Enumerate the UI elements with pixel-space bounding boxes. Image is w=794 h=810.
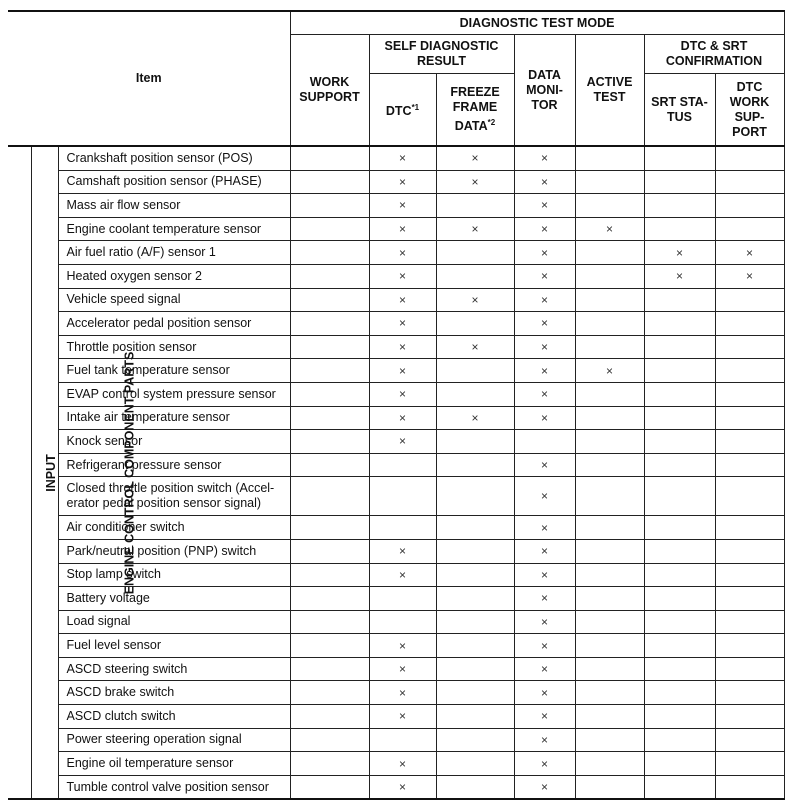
diagnostic-test-mode-table xyxy=(8,10,785,800)
data-monitor-cell: × xyxy=(514,705,575,729)
srt-status-cell xyxy=(644,752,715,776)
dtc-cell: × xyxy=(369,752,436,776)
dtc-cell: × xyxy=(369,170,436,194)
work-support-cell xyxy=(290,587,369,611)
dtc-cell: × xyxy=(369,288,436,312)
work-support-cell xyxy=(290,335,369,359)
active-test-cell xyxy=(575,335,644,359)
item-cell: Knock sensor xyxy=(58,430,290,454)
active-test-cell: × xyxy=(575,217,644,241)
srt-status-cell xyxy=(644,728,715,752)
data-monitor-cell: × xyxy=(514,382,575,406)
freeze-frame-cell xyxy=(436,516,514,540)
work-support-cell xyxy=(290,752,369,776)
data-monitor-cell: × xyxy=(514,194,575,218)
item-cell: Power steering operation signal xyxy=(58,728,290,752)
table-row xyxy=(8,728,784,752)
freeze-frame-cell: × xyxy=(436,288,514,312)
active-test-cell xyxy=(575,264,644,288)
table-body xyxy=(8,146,784,799)
freeze-frame-cell: × xyxy=(436,217,514,241)
dtc-cell: × xyxy=(369,264,436,288)
dtc-work-support-cell xyxy=(715,705,784,729)
dtc-work-support-cell xyxy=(715,288,784,312)
freeze-label-line1: FREEZE xyxy=(450,85,500,99)
data-monitor-cell: × xyxy=(514,752,575,776)
data-monitor-label-line3: TOR xyxy=(531,97,558,112)
data-monitor-cell: × xyxy=(514,477,575,516)
work-support-cell xyxy=(290,359,369,383)
item-cell: Park/neutral position (PNP) switch xyxy=(58,539,290,563)
srt-status-cell xyxy=(644,430,715,454)
active-test-label-line1: ACTIVE xyxy=(586,75,633,89)
freeze-frame-cell: × xyxy=(436,406,514,430)
table-row xyxy=(8,264,784,288)
freeze-frame-cell xyxy=(436,430,514,454)
data-monitor-header xyxy=(514,35,575,147)
table-row xyxy=(8,657,784,681)
dtc-work-support-label-line3: SUP- xyxy=(734,109,765,124)
freeze-frame-cell xyxy=(436,705,514,729)
srt-status-cell xyxy=(644,359,715,383)
dtc-cell: × xyxy=(369,312,436,336)
dtc-cell xyxy=(369,516,436,540)
table-row xyxy=(8,312,784,336)
data-monitor-cell xyxy=(514,430,575,454)
work-support-cell xyxy=(290,382,369,406)
active-test-cell xyxy=(575,312,644,336)
dtc-work-support-cell xyxy=(715,453,784,477)
freeze-frame-cell xyxy=(436,752,514,776)
table-row xyxy=(8,217,784,241)
data-monitor-cell: × xyxy=(514,241,575,265)
work-support-cell xyxy=(290,657,369,681)
dtc-cell xyxy=(369,453,436,477)
srt-status-cell xyxy=(644,453,715,477)
dtc-cell: × xyxy=(369,406,436,430)
dtc-work-support-cell xyxy=(715,312,784,336)
work-support-label-line2: SUPPORT xyxy=(299,90,360,104)
data-monitor-cell: × xyxy=(514,610,575,634)
active-test-cell xyxy=(575,634,644,658)
dtc-cell xyxy=(369,728,436,752)
work-support-cell xyxy=(290,194,369,218)
dtc-work-support-cell xyxy=(715,359,784,383)
srt-status-cell xyxy=(644,775,715,799)
work-support-cell xyxy=(290,430,369,454)
diagnostic-test-mode-header xyxy=(290,11,784,35)
dtc-cell: × xyxy=(369,194,436,218)
dtc-work-support-cell xyxy=(715,587,784,611)
dtc-work-support-cell xyxy=(715,516,784,540)
data-monitor-cell: × xyxy=(514,359,575,383)
item-cell: EVAP control system pressure sensor xyxy=(58,382,290,406)
work-support-cell xyxy=(290,288,369,312)
freeze-frame-cell xyxy=(436,477,514,516)
dtc-work-support-cell xyxy=(715,194,784,218)
freeze-frame-cell xyxy=(436,453,514,477)
active-test-cell: × xyxy=(575,359,644,383)
self-diag-label-line2: RESULT xyxy=(416,54,467,68)
data-monitor-label-line2: MONI- xyxy=(526,82,563,97)
data-monitor-label-line1: DATA xyxy=(528,67,561,82)
dtc-work-support-cell xyxy=(715,539,784,563)
srt-status-cell xyxy=(644,335,715,359)
self-diagnostic-result-header xyxy=(369,35,514,74)
freeze-frame-cell xyxy=(436,775,514,799)
subgroup-label: INPUT xyxy=(43,453,58,492)
active-test-header xyxy=(575,35,644,147)
dtc-cell: × xyxy=(369,335,436,359)
self-diag-label-line1: SELF DIAGNOSTIC xyxy=(384,39,499,53)
dtc-work-support-cell: × xyxy=(715,264,784,288)
srt-status-cell xyxy=(644,477,715,516)
data-monitor-cell: × xyxy=(514,453,575,477)
dtc-header xyxy=(369,74,436,147)
dtc-work-support-cell xyxy=(715,775,784,799)
work-support-cell xyxy=(290,563,369,587)
srt-status-cell xyxy=(644,406,715,430)
table-row xyxy=(8,610,784,634)
data-monitor-cell: × xyxy=(514,288,575,312)
dtc-cell: × xyxy=(369,382,436,406)
dtc-work-support-cell xyxy=(715,563,784,587)
data-monitor-cell: × xyxy=(514,728,575,752)
srt-status-header xyxy=(644,74,715,147)
work-support-cell xyxy=(290,241,369,265)
dtc-srt-label-line2: CONFIRMATION xyxy=(665,54,763,68)
dtc-work-support-cell xyxy=(715,217,784,241)
dtc-work-support-label-line4: PORT xyxy=(732,124,767,139)
freeze-frame-cell xyxy=(436,563,514,587)
dtc-work-support-cell xyxy=(715,430,784,454)
item-cell: Refrigerant pressure sensor xyxy=(58,453,290,477)
srt-status-label-line2: TUS xyxy=(667,109,692,124)
srt-status-cell xyxy=(644,587,715,611)
active-test-cell xyxy=(575,146,644,170)
item-cell: Engine coolant temperature sensor xyxy=(58,217,290,241)
freeze-label-line2: FRAME xyxy=(452,100,498,114)
table-row xyxy=(8,170,784,194)
srt-status-cell xyxy=(644,681,715,705)
freeze-frame-cell xyxy=(436,728,514,752)
dtc-cell: × xyxy=(369,430,436,454)
active-test-cell xyxy=(575,477,644,516)
table-row xyxy=(8,241,784,265)
data-monitor-cell: × xyxy=(514,335,575,359)
data-monitor-cell: × xyxy=(514,539,575,563)
active-test-cell xyxy=(575,288,644,312)
work-support-cell xyxy=(290,477,369,516)
dtc-work-support-cell xyxy=(715,752,784,776)
dtc-work-support-cell xyxy=(715,610,784,634)
work-support-cell xyxy=(290,610,369,634)
freeze-footnote-ref: *2 xyxy=(487,118,496,127)
freeze-frame-cell: × xyxy=(436,335,514,359)
freeze-frame-cell xyxy=(436,382,514,406)
active-test-cell xyxy=(575,453,644,477)
freeze-frame-cell xyxy=(436,539,514,563)
freeze-frame-cell xyxy=(436,610,514,634)
freeze-frame-cell xyxy=(436,681,514,705)
srt-status-label-line1: SRT STA- xyxy=(651,94,708,109)
table-row xyxy=(8,681,784,705)
srt-status-cell xyxy=(644,705,715,729)
data-monitor-cell: × xyxy=(514,312,575,336)
srt-status-cell xyxy=(644,146,715,170)
table-row xyxy=(8,194,784,218)
work-support-cell xyxy=(290,312,369,336)
dtc-cell: × xyxy=(369,146,436,170)
item-cell: Accelerator pedal position sensor xyxy=(58,312,290,336)
dtc-work-support-cell xyxy=(715,170,784,194)
item-cell: Fuel tank temperature sensor xyxy=(58,359,290,383)
work-support-cell xyxy=(290,705,369,729)
work-support-cell xyxy=(290,406,369,430)
dtc-work-support-header xyxy=(715,74,784,147)
dtc-cell xyxy=(369,477,436,516)
active-test-label-line2: TEST xyxy=(593,90,626,104)
item-header-label: Item xyxy=(135,71,162,85)
active-test-cell xyxy=(575,241,644,265)
dtc-srt-confirmation-header xyxy=(644,35,784,74)
item-cell: Load signal xyxy=(58,610,290,634)
dtc-work-support-cell xyxy=(715,657,784,681)
table-row xyxy=(8,288,784,312)
dtc-cell: × xyxy=(369,563,436,587)
dtc-footnote-ref: *1 xyxy=(411,103,420,112)
dtc-work-support-label-line2: WORK xyxy=(729,94,770,109)
work-support-cell xyxy=(290,146,369,170)
item-cell: Air fuel ratio (A/F) sensor 1 xyxy=(58,241,290,265)
work-support-cell xyxy=(290,264,369,288)
dtc-cell: × xyxy=(369,681,436,705)
item-cell: Vehicle speed signal xyxy=(58,288,290,312)
item-cell: ASCD clutch switch xyxy=(58,705,290,729)
srt-status-cell xyxy=(644,288,715,312)
dtc-work-support-cell xyxy=(715,477,784,516)
subgroup-label-cell xyxy=(31,146,58,799)
active-test-cell xyxy=(575,752,644,776)
active-test-cell xyxy=(575,406,644,430)
freeze-frame-cell: × xyxy=(436,170,514,194)
active-test-cell xyxy=(575,705,644,729)
freeze-frame-cell xyxy=(436,359,514,383)
data-monitor-cell: × xyxy=(514,217,575,241)
item-cell: Mass air flow sensor xyxy=(58,194,290,218)
work-support-cell xyxy=(290,728,369,752)
freeze-frame-cell xyxy=(436,657,514,681)
data-monitor-cell: × xyxy=(514,634,575,658)
srt-status-cell xyxy=(644,563,715,587)
freeze-frame-cell xyxy=(436,312,514,336)
item-cell: Tumble control valve position sensor xyxy=(58,775,290,799)
dtc-work-support-cell xyxy=(715,681,784,705)
table-row xyxy=(8,775,784,799)
work-support-cell xyxy=(290,453,369,477)
active-test-cell xyxy=(575,516,644,540)
item-cell: Closed throttle position switch (Accel- erator pedal position sensor signal) xyxy=(58,477,290,516)
active-test-cell xyxy=(575,382,644,406)
freeze-label-line3: DATA xyxy=(454,119,488,133)
work-support-cell xyxy=(290,516,369,540)
srt-status-cell xyxy=(644,610,715,634)
table-row xyxy=(8,705,784,729)
dtc-work-support-cell: × xyxy=(715,241,784,265)
work-support-header xyxy=(290,35,369,147)
dtc-work-support-label-line1: DTC xyxy=(736,79,763,94)
active-test-cell xyxy=(575,563,644,587)
work-support-cell xyxy=(290,217,369,241)
data-monitor-cell: × xyxy=(514,146,575,170)
dtc-work-support-cell xyxy=(715,634,784,658)
srt-status-cell xyxy=(644,516,715,540)
srt-status-cell xyxy=(644,539,715,563)
data-monitor-cell: × xyxy=(514,264,575,288)
dtc-work-support-cell xyxy=(715,728,784,752)
freeze-frame-cell xyxy=(436,634,514,658)
active-test-cell xyxy=(575,610,644,634)
item-cell: Intake air temperature sensor xyxy=(58,406,290,430)
dtc-work-support-cell xyxy=(715,406,784,430)
item-cell: Stop lamp switch xyxy=(58,563,290,587)
srt-status-cell xyxy=(644,312,715,336)
active-test-cell xyxy=(575,657,644,681)
freeze-frame-cell xyxy=(436,587,514,611)
srt-status-cell xyxy=(644,634,715,658)
item-cell: Crankshaft position sensor (POS) xyxy=(58,146,290,170)
item-cell: Heated oxygen sensor 2 xyxy=(58,264,290,288)
dtc-work-support-cell xyxy=(715,335,784,359)
srt-status-cell xyxy=(644,170,715,194)
dtc-cell: × xyxy=(369,775,436,799)
item-cell: Battery voltage xyxy=(58,587,290,611)
dtc-cell xyxy=(369,587,436,611)
dtc-work-support-cell xyxy=(715,146,784,170)
dtc-cell xyxy=(369,610,436,634)
dtc-srt-label-line1: DTC & SRT xyxy=(680,39,748,53)
data-monitor-cell: × xyxy=(514,681,575,705)
freeze-frame-cell xyxy=(436,241,514,265)
srt-status-cell: × xyxy=(644,264,715,288)
active-test-cell xyxy=(575,775,644,799)
work-support-cell xyxy=(290,681,369,705)
active-test-cell xyxy=(575,539,644,563)
data-monitor-cell: × xyxy=(514,587,575,611)
data-monitor-cell: × xyxy=(514,657,575,681)
active-test-cell xyxy=(575,681,644,705)
work-support-cell xyxy=(290,539,369,563)
work-support-cell xyxy=(290,170,369,194)
item-cell: Throttle position sensor xyxy=(58,335,290,359)
item-cell: ASCD brake switch xyxy=(58,681,290,705)
dtc-cell: × xyxy=(369,657,436,681)
srt-status-cell xyxy=(644,657,715,681)
data-monitor-cell: × xyxy=(514,563,575,587)
work-support-cell xyxy=(290,775,369,799)
freeze-frame-cell: × xyxy=(436,146,514,170)
freeze-frame-cell xyxy=(436,194,514,218)
data-monitor-cell: × xyxy=(514,406,575,430)
group-label: ENGINE CONTROL COMPONENT PARTS xyxy=(122,351,137,595)
dtc-cell: × xyxy=(369,359,436,383)
item-header xyxy=(8,11,290,146)
data-monitor-cell: × xyxy=(514,170,575,194)
active-test-cell xyxy=(575,430,644,454)
diagnostic-test-mode-label: DIAGNOSTIC TEST MODE xyxy=(459,15,615,30)
active-test-cell xyxy=(575,170,644,194)
dtc-cell: × xyxy=(369,539,436,563)
item-cell: Camshaft position sensor (PHASE) xyxy=(58,170,290,194)
srt-status-cell: × xyxy=(644,241,715,265)
item-cell: ASCD steering switch xyxy=(58,657,290,681)
dtc-label: DTC xyxy=(385,104,412,118)
active-test-cell xyxy=(575,728,644,752)
work-support-label-line1: WORK xyxy=(309,75,350,89)
dtc-work-support-cell xyxy=(715,382,784,406)
data-monitor-cell: × xyxy=(514,775,575,799)
item-cell: Engine oil temperature sensor xyxy=(58,752,290,776)
dtc-cell: × xyxy=(369,217,436,241)
item-cell: Air conditioner switch xyxy=(58,516,290,540)
dtc-cell: × xyxy=(369,705,436,729)
table-row xyxy=(8,752,784,776)
table-row xyxy=(8,634,784,658)
active-test-cell xyxy=(575,194,644,218)
freeze-frame-cell xyxy=(436,264,514,288)
work-support-cell xyxy=(290,634,369,658)
dtc-cell: × xyxy=(369,241,436,265)
data-monitor-cell: × xyxy=(514,516,575,540)
srt-status-cell xyxy=(644,382,715,406)
srt-status-cell xyxy=(644,217,715,241)
srt-status-cell xyxy=(644,194,715,218)
freeze-frame-data-header xyxy=(436,74,514,147)
dtc-cell: × xyxy=(369,634,436,658)
table-row xyxy=(8,146,784,170)
active-test-cell xyxy=(575,587,644,611)
item-cell: Fuel level sensor xyxy=(58,634,290,658)
